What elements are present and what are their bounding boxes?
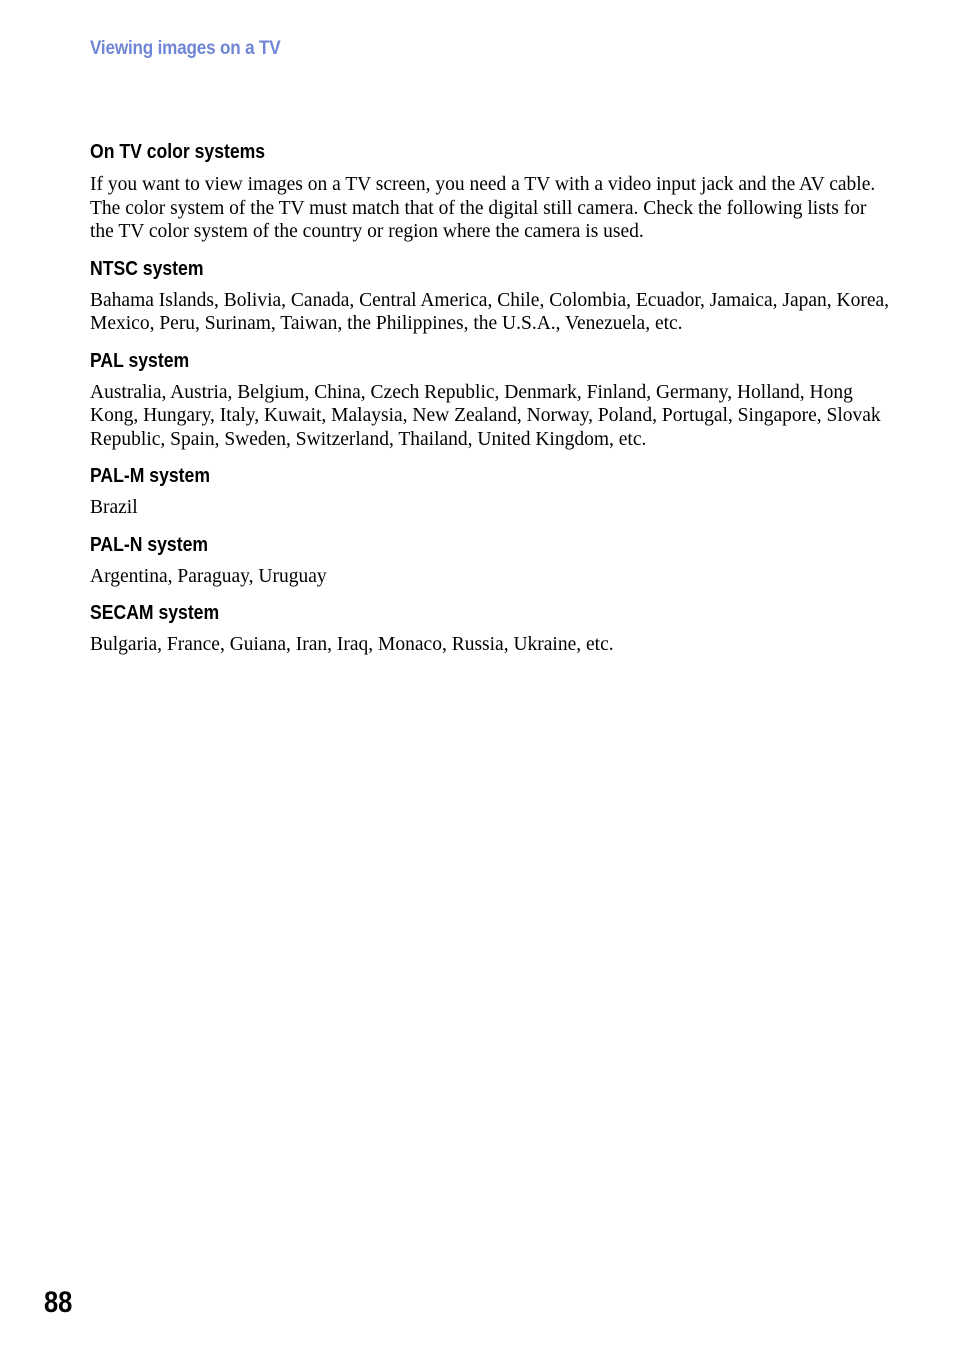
section-paragraph: Australia, Austria, Belgium, China, Czech Republic, Denmark, Finland, Germany, Holland, Hong Kong, Hungary, Italy, Kuwait, Malaysia, New Zealand, Norway, Poland, Portugal, Singapore, Slovak Republic, Spain, Sweden, Switzerland, Thailand, United Kingdom, etc.: [90, 381, 881, 450]
section-pal-system: [90, 347, 890, 452]
section-ntsc-system: [90, 255, 890, 336]
section-paragraph: Bahama Islands, Bolivia, Canada, Central America, Chile, Colombia, Ecuador, Jamaica, Japan, Korea, Mexico, Peru, Surinam, Taiwan, the Philippines, the U.S.A., Venezuela, etc.: [90, 289, 890, 334]
section-paragraph: Bulgaria, France, Guiana, Iran, Iraq, Monaco, Russia, Ukraine, etc.: [90, 634, 614, 655]
section-paragraph: If you want to view images on a TV screen, you need a TV with a video input jack and the AV cable. The color system of the TV must match that of the digital still camera. Check the following lists for the TV color system of the country or region where the camera is used.: [90, 174, 876, 242]
section-pal-n-system: [90, 531, 890, 589]
section-heading: PAL system: [90, 349, 190, 372]
section-pal-m-system: [90, 462, 890, 520]
section-paragraph: Argentina, Paraguay, Uruguay: [90, 565, 327, 587]
section-tv-color-systems: [90, 138, 890, 244]
section-heading: SECAM system: [90, 602, 220, 624]
main-content: [90, 138, 890, 668]
section-heading: NTSC system: [90, 257, 204, 280]
section-heading: PAL-M system: [90, 465, 210, 487]
section-paragraph: Brazil: [90, 497, 138, 518]
section-secam-system: [90, 599, 890, 657]
section-heading: PAL-N system: [90, 533, 209, 556]
page-header: Viewing images on a TV: [90, 38, 281, 59]
page-number: 88: [44, 1286, 73, 1319]
section-heading: On TV color systems: [90, 141, 266, 163]
